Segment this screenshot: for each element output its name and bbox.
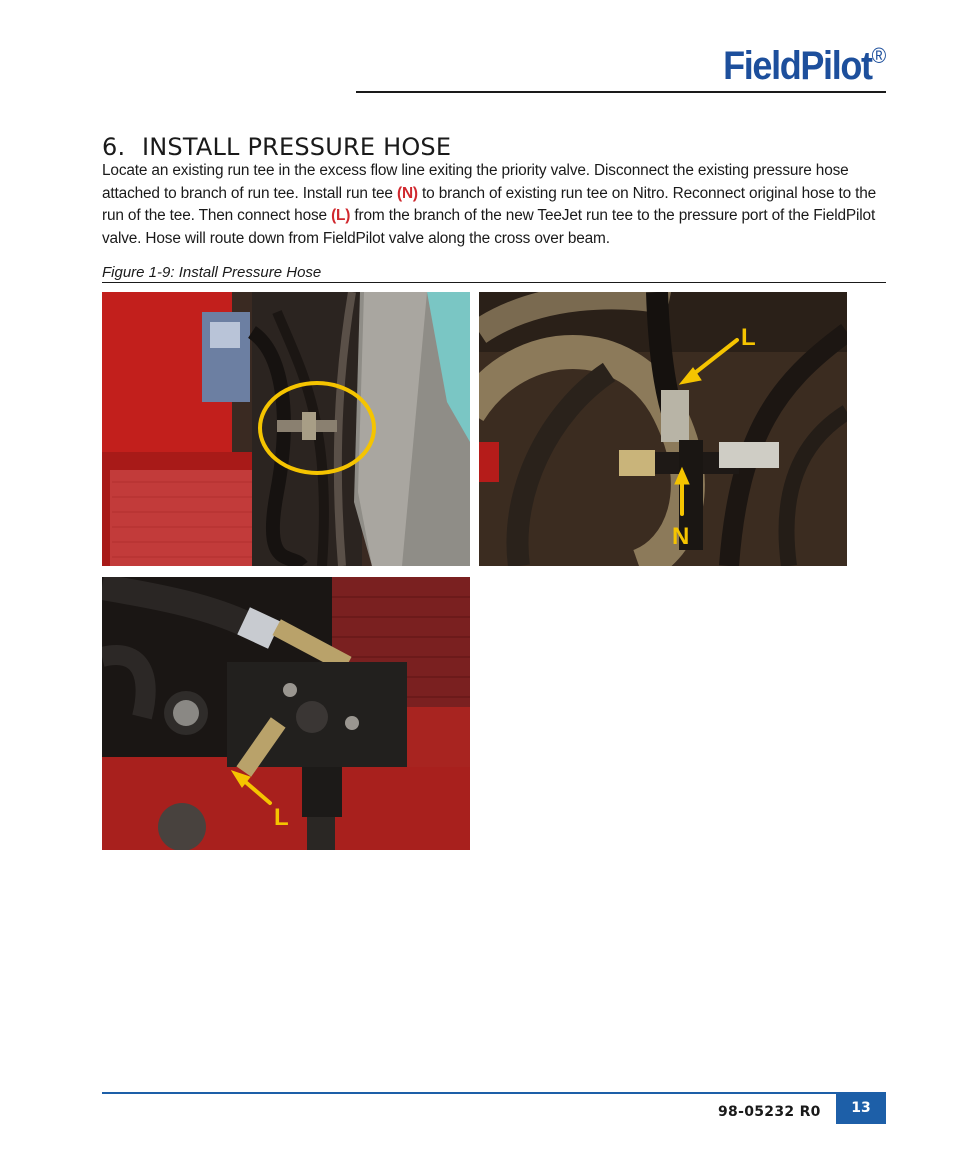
document-number: 98-05232 R0: [718, 1104, 821, 1120]
figure-caption: Figure 1-9: Install Pressure Hose: [102, 264, 322, 281]
photo-run-tee: [479, 292, 847, 566]
section-heading: INSTALL PRESSURE HOSE: [142, 133, 452, 161]
label-n: N: [672, 523, 690, 550]
label-l-bottom: L: [274, 804, 289, 831]
header-rule: [356, 91, 886, 93]
section-title: [102, 133, 451, 161]
label-l-top: L: [741, 324, 756, 351]
brand-logo: FieldPilot®: [722, 42, 886, 88]
ref-n: (N): [396, 184, 418, 202]
caption-rule: [102, 282, 886, 283]
footer-rule: [102, 1092, 886, 1094]
section-number: 6.: [102, 133, 126, 161]
photo-machine-overview: [102, 292, 470, 566]
instructions-paragraph: Locate an existing run tee in the excess flow line exiting the priority valve. Disconnect the existing pressure hose attached to branch of run tee. Install run tee (N) to branch of existing run tee on Nitro. Reconnect original hose to the run of the tee. Then connect hose (L) from the branch of the new TeeJet run tee to the pressure port of the FieldPilot valve. Hose will route down from FieldPilot valve along the cross over beam.: [102, 162, 877, 247]
photo-fieldpilot-valve: [102, 577, 470, 850]
page-number: 13: [836, 1094, 886, 1124]
ref-l: (L): [331, 207, 351, 225]
